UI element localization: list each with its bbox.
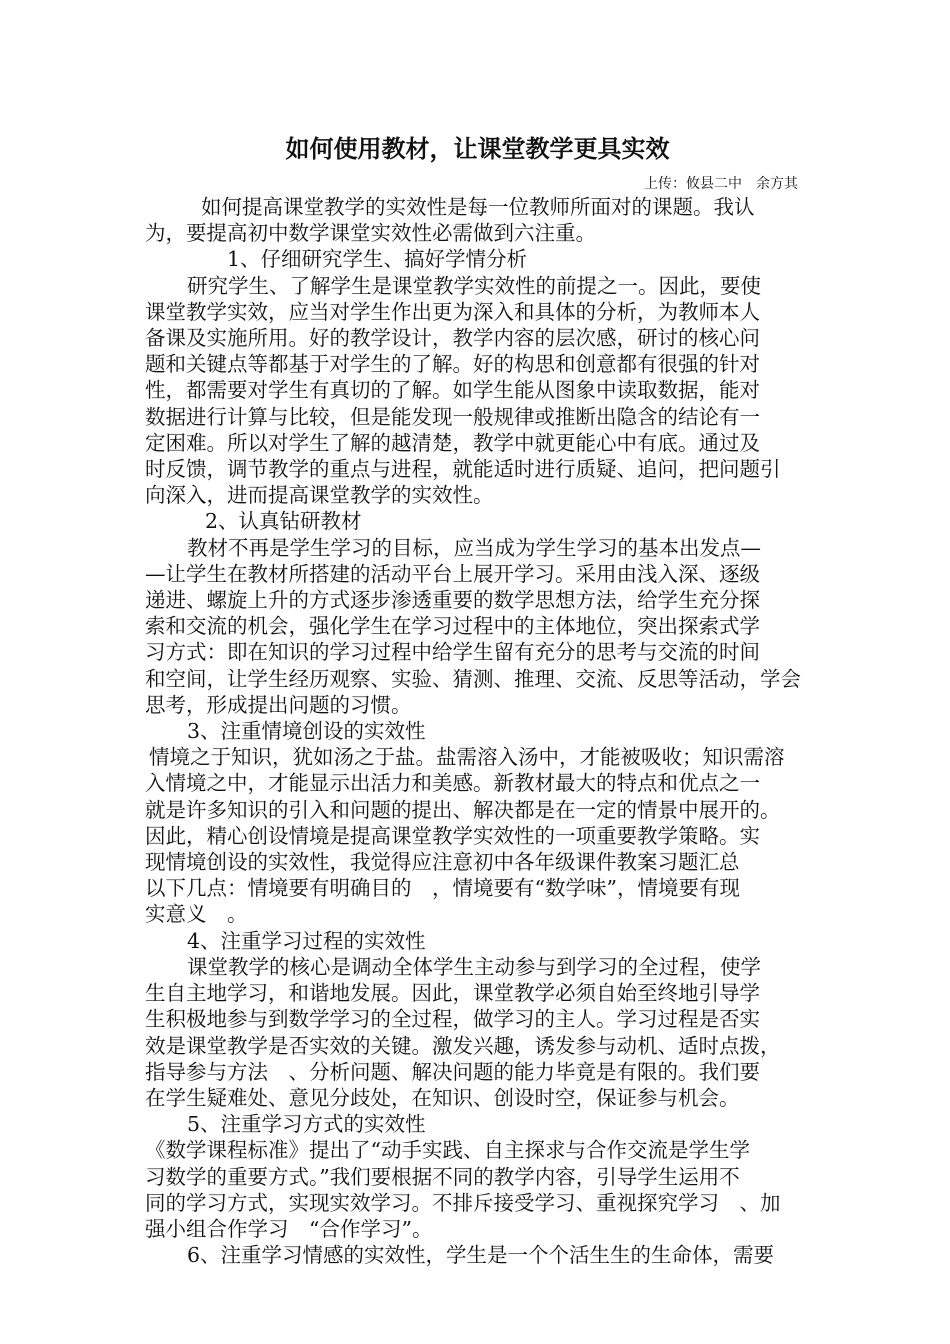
paragraph-line: 实意义 。 bbox=[145, 902, 248, 927]
paragraph-line: 索和交流的机会，强化学生在学习过程中的主体地位，突出探索式学 bbox=[145, 614, 760, 639]
paragraph-line: 因此，精心创设情境是提高课堂教学实效性的一项重要教学策略。实 bbox=[145, 823, 760, 848]
paragraph-line: 题和关键点等都基于对学生的了解。好的构思和创意都有很强的针对 bbox=[145, 352, 760, 377]
section-heading: 4、注重学习过程的实效性 bbox=[187, 928, 426, 953]
paragraph-line: 性，都需要对学生有真切的了解。如学生能从图象中读取数据，能对 bbox=[145, 378, 760, 403]
paragraph-line: 思考，形成提出问题的习惯。 bbox=[145, 692, 412, 717]
paragraph-line: 研究学生、了解学生是课堂教学实效性的前提之一。因此，要使 bbox=[187, 273, 761, 298]
paragraph-line: —让学生在教材所搭建的活动平台上展开学习。采用由浅入深、逐级 bbox=[145, 561, 760, 586]
paragraph-line: 效是课堂教学是否实效的关键。激发兴趣，诱发参与动机、适时点拨， bbox=[145, 1033, 781, 1058]
paragraph-line: 情境之于知识，犹如汤之于盐。盐需溶入汤中，才能被吸收；知识需溶 bbox=[149, 745, 785, 770]
paragraph-line: 和空间，让学生经历观察、实验、猜测、推理、交流、反思等活动，学会 bbox=[145, 666, 801, 691]
paragraph-line: 现情境创设的实效性，我觉得应注意初中各年级课件教案习题汇总 bbox=[145, 850, 740, 875]
paragraph-line: 习方式：即在知识的学习过程中给学生留有充分的思考与交流的时间 bbox=[145, 640, 760, 665]
paragraph-line: 如何提高课堂教学的实效性是每一位教师所面对的课题。我认 bbox=[201, 195, 755, 219]
paragraph-line: 为，要提高初中数学课堂实效性必需做到六注重。 bbox=[145, 221, 596, 246]
document-page bbox=[145, 132, 810, 1268]
paragraph-line: 生自主地学习，和谐地发展。因此，课堂教学必须自始至终地引导学 bbox=[145, 981, 760, 1006]
document-title: 如何使用教材，让课堂教学更具实效 bbox=[285, 135, 670, 163]
section-heading: 5、注重学习方式的实效性 bbox=[187, 1112, 426, 1137]
paragraph-line: 生积极地参与到数学学习的全过程，做学习的主人。学习过程是否实 bbox=[145, 1007, 760, 1032]
section-heading: 6、注重学习情感的实效性，学生是一个个活生生的生命体，需要 bbox=[187, 1243, 775, 1268]
paragraph-line: 同的学习方式，实现实效学习。不排斥接受学习、重视探究学习 、加 bbox=[145, 1190, 781, 1215]
paragraph-line: 在学生疑难处、意见分歧处，在知识、创设时空，保证参与机会。 bbox=[145, 1085, 740, 1110]
paragraph-line: 定困难。所以对学生了解的越清楚，教学中就更能心中有底。通过及 bbox=[145, 430, 760, 455]
paragraph-line: 强小组合作学习 “合作学习”。 bbox=[145, 1216, 433, 1241]
paragraph-line: 向深入，进而提高课堂教学的实效性。 bbox=[145, 483, 494, 508]
paragraph-line: 指导参与方法 、分析问题、解决问题的能力毕竟是有限的。我们要 bbox=[145, 1059, 760, 1084]
paragraph-line: 数据进行计算与比较，但是能发现一般规律或推断出隐含的结论有一 bbox=[145, 404, 760, 429]
paragraph-line: 入情境之中，才能显示出活力和美感。新教材最大的特点和优点之一 bbox=[145, 771, 760, 796]
paragraph-line: 课堂教学的核心是调动全体学生主动参与到学习的全过程，使学 bbox=[187, 954, 761, 979]
paragraph-line: 备课及实施所用。好的教学设计，教学内容的层次感，研讨的核心问 bbox=[145, 326, 760, 351]
paragraph-line: 递进、螺旋上升的方式逐步渗透重要的数学思想方法，给学生充分探 bbox=[145, 588, 760, 613]
author-byline: 上传：攸县二中 余方其 bbox=[644, 176, 798, 192]
section-heading: 3、注重情境创设的实效性 bbox=[187, 719, 426, 744]
section-heading: 1、仔细研究学生、搞好学情分析 bbox=[227, 247, 528, 272]
paragraph-line: 就是许多知识的引入和问题的提出、解决都是在一定的情景中展开的。 bbox=[145, 797, 781, 822]
section-heading: 2、认真钻研教材 bbox=[205, 509, 362, 534]
paragraph-line: 习数学的重要方式。”我们要根据不同的教学内容，引导学生运用不 bbox=[145, 1164, 740, 1189]
paragraph-line: 课堂教学实效，应当对学生作出更为深入和具体的分析，为教师本人 bbox=[145, 299, 760, 324]
paragraph-line: 《数学课程标准》提出了“动手实践、自主探求与合作交流是学生学 bbox=[145, 1138, 750, 1163]
paragraph-line: 教材不再是学生学习的目标，应当成为学生学习的基本出发点— bbox=[187, 535, 761, 560]
paragraph-line: 以下几点：情境要有明确目的 ，情境要有“数学味”，情境要有现 bbox=[145, 876, 740, 901]
paragraph-line: 时反馈，调节教学的重点与进程，就能适时进行质疑、追问，把问题引 bbox=[145, 457, 781, 482]
